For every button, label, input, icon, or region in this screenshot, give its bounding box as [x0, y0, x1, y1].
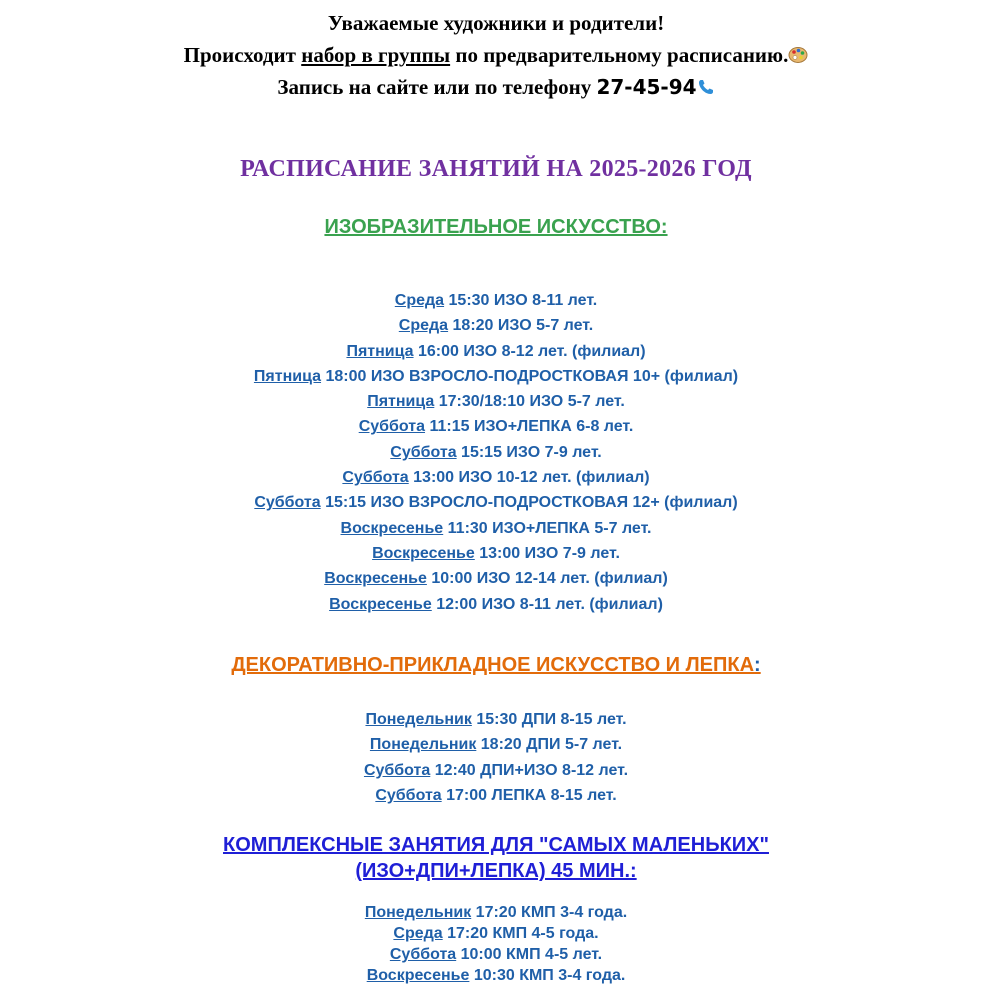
section-heading-kmp-line2: (ИЗО+ДПИ+ЛЕПКА) 45 МИН.: [355, 860, 637, 882]
schedule-day-link[interactable]: Пятница [346, 342, 414, 360]
schedule-details: 17:20 КМП 4-5 года. [442, 925, 599, 942]
section-heading-kmp-line1: КОМПЛЕКСНЫЕ ЗАНЯТИЯ ДЛЯ "САМЫХ МАЛЕНЬКИХ" [223, 834, 769, 856]
schedule-details: 10:30 КМП 3-4 года. [469, 967, 626, 984]
schedule-list-dpi [0, 707, 992, 808]
section-heading-dpi-colon: : [754, 654, 761, 676]
schedule-day-link[interactable]: Понедельник [365, 711, 472, 728]
schedule-day-link[interactable]: Среда [393, 925, 443, 942]
schedule-row [0, 732, 992, 757]
schedule-day-link[interactable]: Суббота [375, 786, 442, 804]
page-title: РАСПИСАНИЕ ЗАНЯТИЙ НА 2025-2026 ГОД [240, 156, 752, 182]
section-heading-kmp [0, 832, 992, 884]
schedule-row [0, 414, 992, 439]
contact-line [0, 72, 992, 104]
schedule-day-link[interactable]: Воскресенье [366, 967, 470, 984]
schedule-row [0, 516, 992, 541]
section-heading-dpi [0, 654, 992, 677]
schedule-row [0, 339, 992, 364]
schedule-day-link[interactable]: Среда [398, 317, 449, 335]
schedule-day-link[interactable]: Воскресенье [329, 595, 432, 613]
schedule-day-link[interactable]: Понедельник [369, 736, 477, 754]
schedule-row [0, 944, 992, 965]
schedule-details: 13:00 ИЗО 10-12 лет. (филиал) [408, 469, 650, 487]
schedule-details: 11:30 ИЗО+ЛЕПКА 5-7 лет. [443, 519, 652, 537]
section-heading-izo: ИЗОБРАЗИТЕЛЬНОЕ ИСКУССТВО: [324, 216, 668, 238]
schedule-list-kmp [0, 902, 992, 986]
schedule-day-link[interactable]: Суббота [389, 946, 457, 963]
schedule-row [0, 364, 992, 389]
schedule-row [0, 541, 992, 566]
schedule-details: 10:00 КМП 4-5 лет. [456, 946, 603, 963]
schedule-details: 15:30 ДПИ 8-15 лет. [471, 711, 627, 728]
schedule-row [0, 313, 992, 338]
schedule-details: 18:20 ДПИ 5-7 лет. [476, 736, 623, 754]
schedule-day-link[interactable]: Понедельник [364, 904, 472, 921]
schedule-details: 12:00 ИЗО 8-11 лет. (филиал) [431, 595, 663, 613]
schedule-day-link[interactable]: Воскресенье [324, 570, 427, 588]
contact-text: Запись на сайте или по телефону [277, 75, 597, 99]
schedule-details: 12:40 ДПИ+ИЗО 8-12 лет. [430, 761, 629, 779]
schedule-day-link[interactable]: Воскресенье [372, 544, 475, 562]
greeting-line [0, 8, 992, 38]
schedule-details: 16:00 ИЗО 8-12 лет. (филиал) [413, 342, 646, 360]
schedule-day-link[interactable]: Суббота [342, 469, 409, 487]
schedule-details: 15:30 ИЗО 8-11 лет. [444, 292, 598, 309]
enrollment-link[interactable]: набор в группы [301, 43, 451, 67]
schedule-details: 15:15 ИЗО ВЗРОСЛО-ПОДРОСТКОВАЯ 12+ (филиал) [320, 494, 738, 512]
section-heading-dpi-text: ДЕКОРАТИВНО-ПРИКЛАДНОЕ ИСКУССТВО И ЛЕПКА [231, 654, 755, 676]
schedule-details: 15:15 ИЗО 7-9 лет. [456, 443, 602, 461]
schedule-row [0, 566, 992, 591]
schedule-details: 11:15 ИЗО+ЛЕПКА 6-8 лет. [425, 418, 634, 436]
schedule-day-link[interactable]: Пятница [253, 367, 322, 385]
schedule-day-link[interactable]: Суббота [390, 443, 457, 461]
schedule-row [0, 592, 992, 617]
schedule-details: 18:20 ИЗО 5-7 лет. [448, 317, 594, 335]
schedule-row [0, 389, 992, 414]
schedule-row [0, 902, 992, 923]
palette-icon [788, 42, 808, 72]
greeting-text: Уважаемые художники и родители [327, 11, 658, 35]
schedule-row [0, 923, 992, 944]
enrollment-text-before: Происходит [183, 43, 302, 67]
schedule-day-link[interactable]: Пятница [367, 393, 435, 411]
schedule-day-link[interactable]: Суббота [363, 761, 431, 779]
enrollment-text-after: по предварительному расписанию. [450, 43, 789, 67]
schedule-row [0, 965, 992, 986]
schedule-day-link[interactable]: Воскресенье [340, 519, 444, 537]
schedule-row [0, 288, 992, 313]
schedule-day-link[interactable]: Среда [394, 292, 445, 309]
schedule-details: 17:30/18:10 ИЗО 5-7 лет. [434, 393, 625, 411]
phone-number[interactable]: 27-45-94 [596, 75, 697, 99]
schedule-day-link[interactable]: Суббота [358, 418, 426, 436]
schedule-details: 18:00 ИЗО ВЗРОСЛО-ПОДРОСТКОВАЯ 10+ (филиал) [321, 367, 739, 385]
schedule-row [0, 490, 992, 515]
schedule-details: 17:20 КМП 3-4 года. [471, 904, 628, 921]
exclamation-mark: ! [657, 11, 665, 35]
enrollment-line [0, 40, 992, 72]
schedule-list-izo [0, 288, 992, 617]
schedule-day-link[interactable]: Суббота [254, 494, 321, 512]
schedule-row [0, 783, 992, 808]
schedule-row [0, 440, 992, 465]
schedule-details: 17:00 ЛЕПКА 8-15 лет. [441, 786, 617, 804]
schedule-details: 10:00 ИЗО 12-14 лет. (филиал) [426, 570, 668, 588]
schedule-row [0, 707, 992, 732]
phone-icon [697, 74, 715, 104]
schedule-details: 13:00 ИЗО 7-9 лет. [474, 544, 620, 562]
schedule-row [0, 465, 992, 490]
schedule-row [0, 758, 992, 783]
